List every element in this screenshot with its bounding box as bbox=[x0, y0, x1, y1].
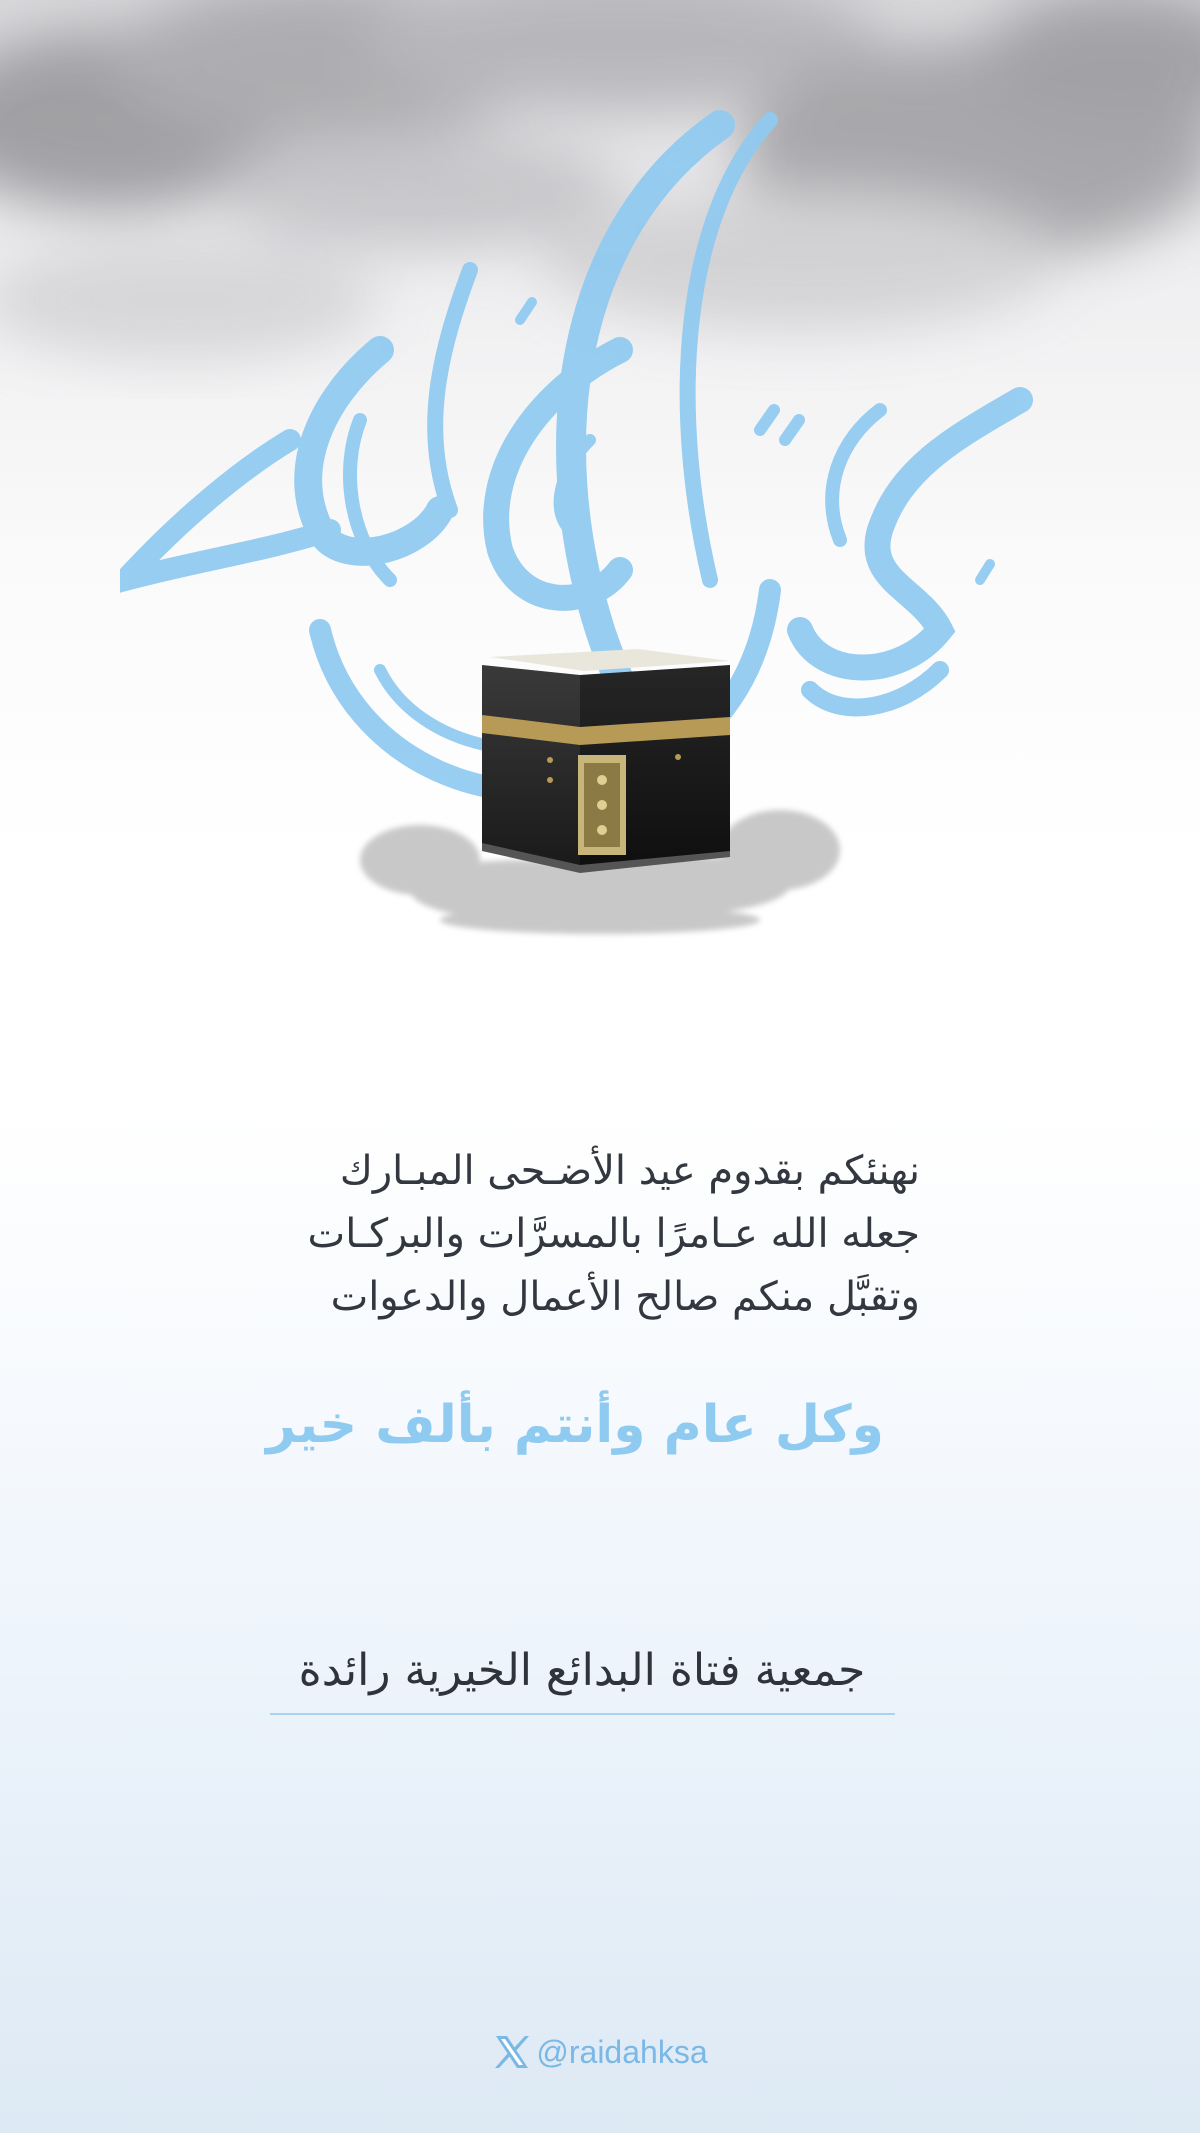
greeting-message bbox=[230, 1140, 920, 1329]
social-handle[interactable] bbox=[0, 2032, 1200, 2072]
holiday-wish: وكل عام وأنتم بألف خير bbox=[266, 1395, 884, 1455]
social-handle-text[interactable]: @raidahksa bbox=[536, 2033, 708, 2070]
divider bbox=[270, 1713, 895, 1715]
x-logo-icon bbox=[492, 2032, 532, 2072]
greeting-line-1: نهنئكم بقدوم عيد الأضـحى المبـارك bbox=[339, 1148, 920, 1194]
organization-name: جمعية فتاة البدائع الخيرية رائدة bbox=[298, 1645, 866, 1696]
greeting-line-3: وتقبَّل منكم صالح الأعمال والدعوات bbox=[330, 1274, 920, 1320]
kaaba-image bbox=[478, 645, 736, 875]
greeting-line-2: جعله الله عـامرًا بالمسرَّات والبركـات bbox=[307, 1211, 920, 1257]
